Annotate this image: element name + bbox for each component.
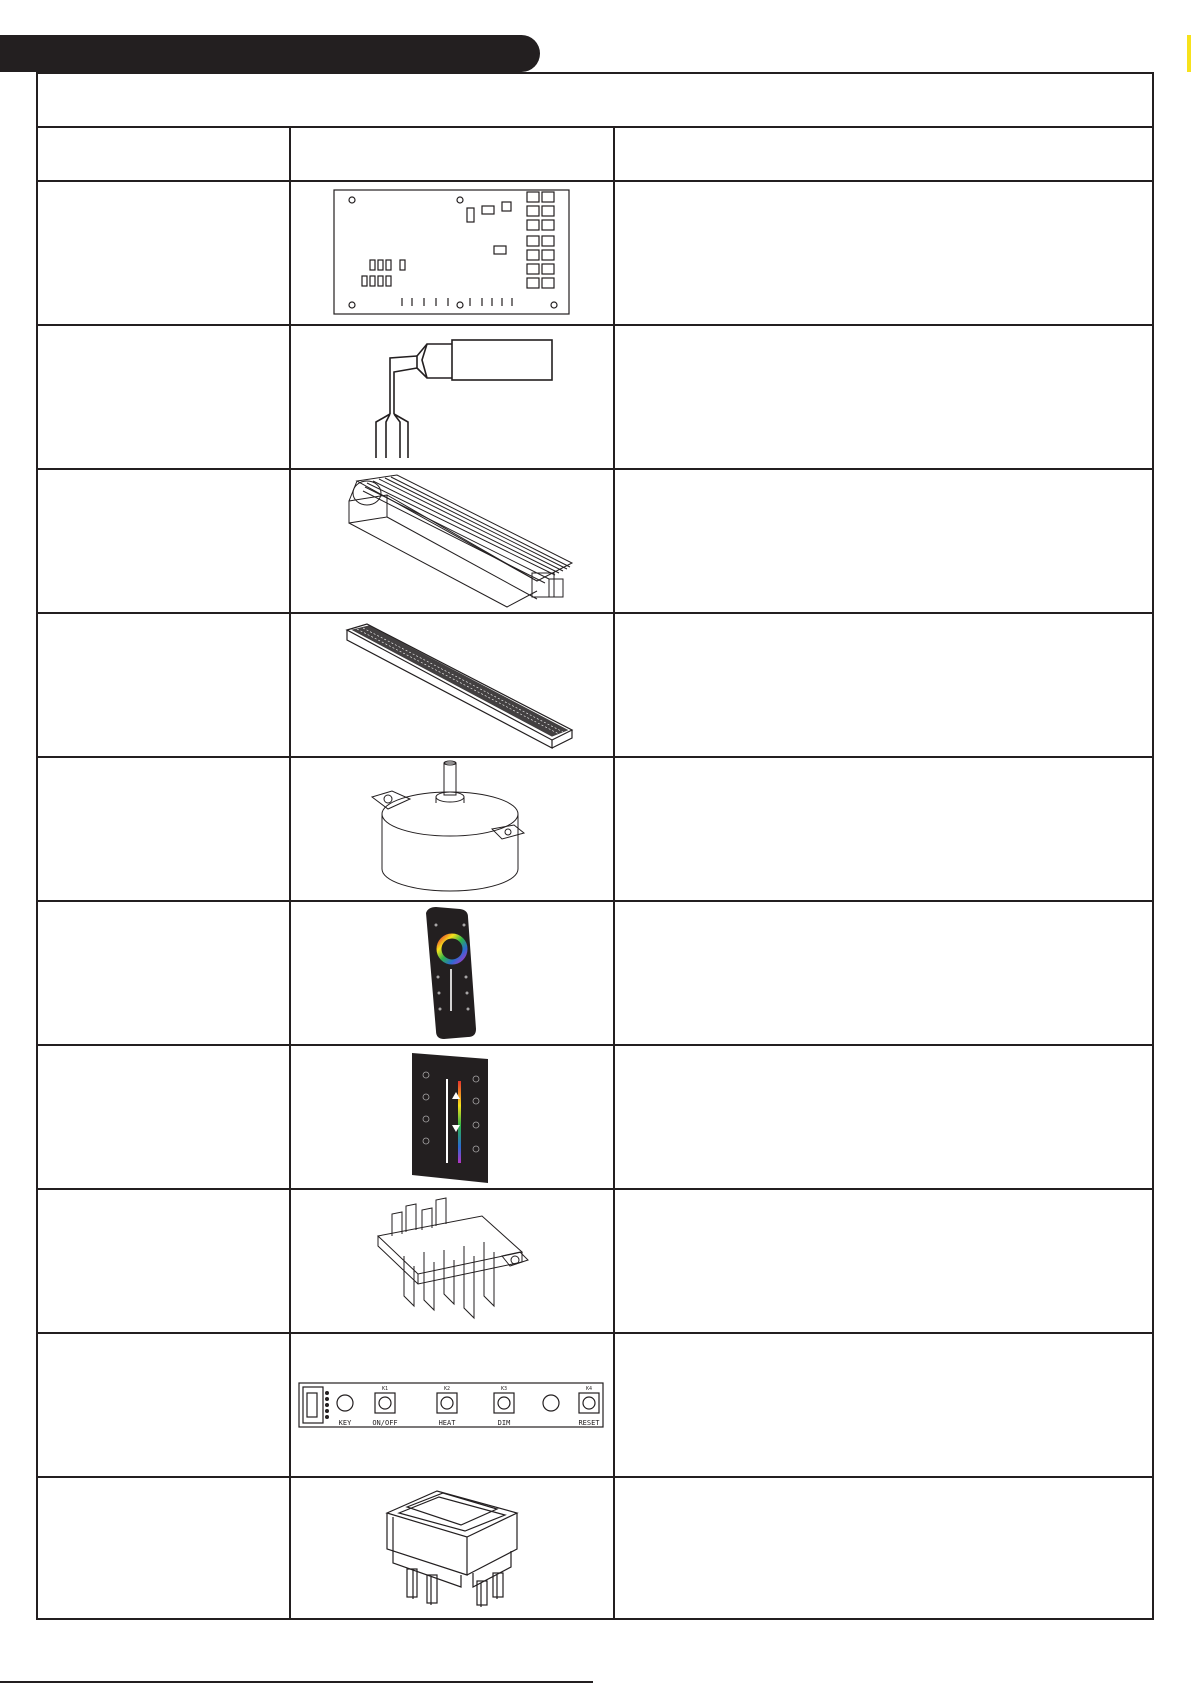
table-row (38, 902, 1152, 1046)
part-name (38, 902, 289, 922)
key-tag: K2 (443, 1386, 451, 1392)
key-label: RESET (578, 1419, 600, 1427)
part-name (38, 1334, 289, 1354)
part-description (615, 1046, 1152, 1066)
table-row (38, 1046, 1152, 1190)
part-name (38, 470, 289, 490)
rocker-switch-image (377, 1483, 527, 1613)
part-name (38, 1046, 289, 1066)
keypad-board-image (297, 1379, 607, 1431)
part-description (615, 470, 1152, 490)
footer-rule (0, 1681, 593, 1683)
part-name (38, 1478, 289, 1498)
part-name (38, 614, 289, 634)
blower-fan-image (327, 471, 577, 611)
column-header (615, 128, 1152, 148)
part-name (38, 758, 289, 778)
part-description (615, 1478, 1152, 1498)
key-tag: K1 (381, 1386, 389, 1392)
part-description (615, 182, 1152, 202)
part-description (615, 1334, 1152, 1354)
part-name (38, 326, 289, 346)
header-bar (0, 35, 540, 72)
wall-panel-image (402, 1049, 502, 1185)
table-row (38, 1478, 1152, 1618)
part-description (615, 1190, 1152, 1210)
column-header (38, 128, 289, 148)
table-title (38, 74, 1152, 94)
table-row (38, 614, 1152, 758)
key-label: ON/OFF (372, 1419, 398, 1427)
table-header-row (38, 128, 1152, 182)
key-label: DIM (497, 1419, 511, 1427)
part-description (615, 902, 1152, 922)
table-row (38, 470, 1152, 614)
table-row (38, 758, 1152, 902)
column-header (438, 144, 466, 164)
parts-table (36, 72, 1154, 1620)
part-description (615, 614, 1152, 634)
table-row (38, 1190, 1152, 1334)
table-title-row (38, 74, 1152, 128)
rgb-remote-image (412, 905, 492, 1041)
temperature-probe-image (342, 332, 562, 462)
flicker-motor-image (352, 759, 552, 899)
part-name (38, 1190, 289, 1210)
key-label: KEY (338, 1419, 352, 1427)
page-tab (1187, 35, 1191, 72)
key-tag: K4 (585, 1386, 593, 1392)
table-row (38, 1334, 1152, 1478)
part-description (615, 758, 1152, 778)
table-row (38, 326, 1152, 470)
key-tag: K3 (500, 1386, 508, 1392)
led-strip-image (327, 620, 577, 750)
part-description (615, 326, 1152, 346)
key-label: HEAT (438, 1419, 456, 1427)
terminal-block-image (372, 1196, 532, 1326)
control-board-image (332, 188, 572, 318)
table-row (38, 182, 1152, 326)
part-name (38, 182, 289, 202)
